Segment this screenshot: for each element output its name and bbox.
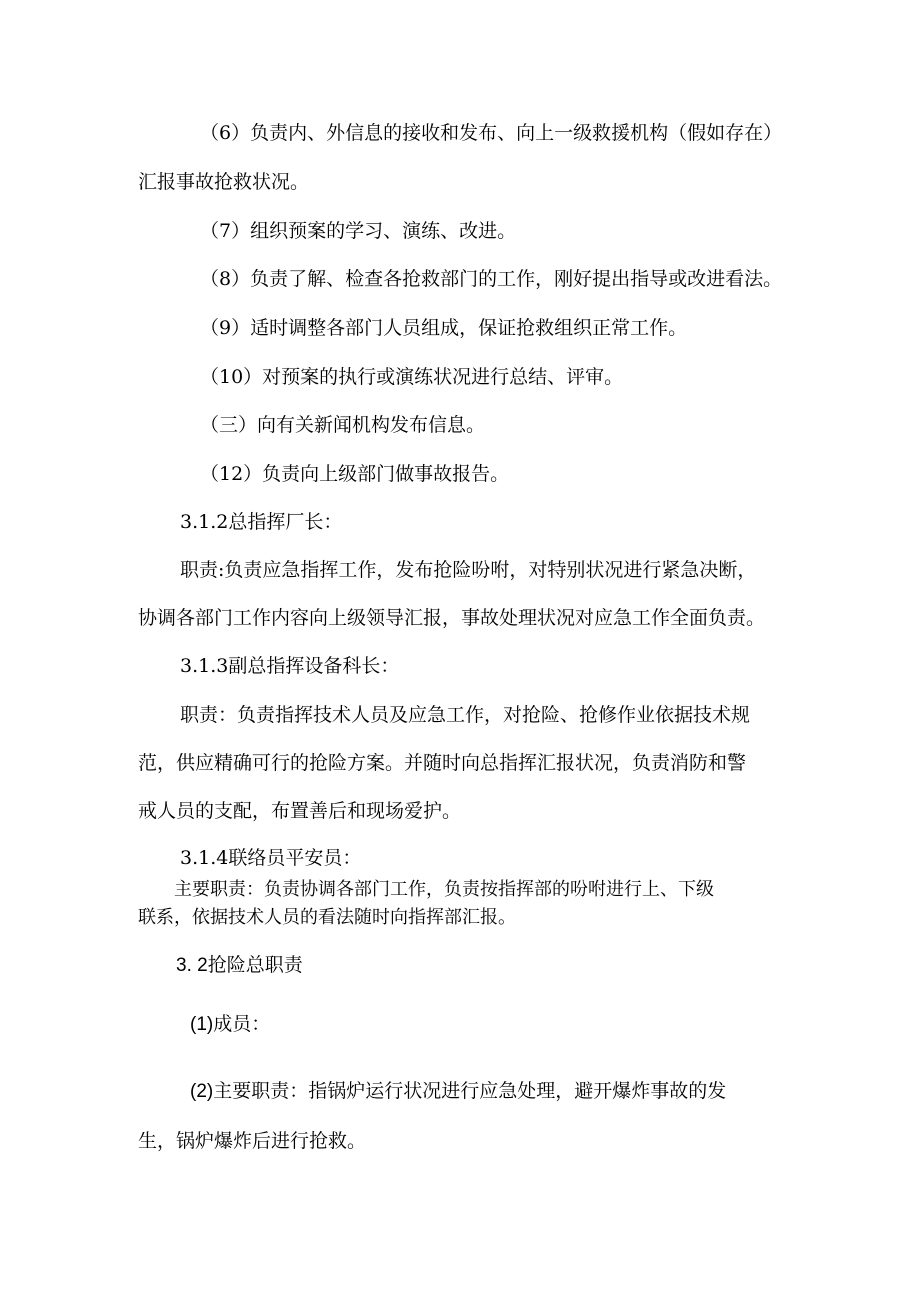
member-item-2-line-2: 生，锅炉爆炸后进行抢救。: [138, 1131, 367, 1152]
member-item-2-line-1: (2)主要职责：指锅炉运行状况进行应急处理，避开爆炸事故的发: [190, 1081, 727, 1102]
member-item-1: (1)成员：: [190, 1014, 271, 1035]
heading-3-1-2: 3.1.2总指挥厂长：: [180, 511, 343, 533]
duty-3-1-2-line-1: 职责:负责应急指挥工作，发布抢险吩咐，对特别状况进行紧急决断，: [180, 559, 757, 581]
paragraph-9: （9）适时调整各部门人员组成，保证抢救组织正常工作。: [200, 317, 688, 339]
duty-3-1-3-line-1: 职责：负责指挥技术人员及应急工作，对抢险、抢修作业依据技术规: [180, 704, 751, 726]
paragraph-11: （三）向有关新闻机构发布信息。: [200, 414, 486, 436]
paragraph-12: （12）负责向上级部门做事故报告。: [200, 463, 510, 485]
heading-3-1-3: 3.1.3副总指挥设备科长：: [180, 655, 400, 677]
duty-3-1-4-line-2: 联系，依据技术人员的看法随时向指挥部汇报。: [138, 907, 516, 928]
heading-3-2: 3. 2抢险总职责: [176, 955, 303, 976]
heading-3-1-4: 3.1.4联络员平安员：: [180, 847, 362, 869]
paragraph-10: （10）对预案的执行或演练状况进行总结、评审。: [200, 366, 624, 388]
paragraph-7: （7）组织预案的学习、演练、改进。: [200, 220, 517, 242]
paragraph-8: （8）负责了解、检查各抢救部门的工作，刚好提出指导或改进看法。: [200, 268, 783, 290]
duty-3-1-3-line-2: 范，供应精确可行的抢险方案。并随时向总指挥汇报状况，负责消防和警: [138, 752, 747, 774]
duty-3-1-4-line-1: 主要职责：负责协调各部门工作，负责按指挥部的吩咐进行上、下级: [174, 879, 714, 900]
duty-3-1-3-line-3: 戒人员的支配，布置善后和现场爱护。: [138, 800, 462, 822]
duty-3-1-2-line-2: 协调各部门工作内容向上级领导汇报，事故处理状况对应急工作全面负责。: [138, 607, 766, 629]
paragraph-6-line-2: 汇报事故抢救状况。: [138, 171, 310, 193]
paragraph-6-line-1: （6）负责内、外信息的接收和发布、向上一级救援机构（假如存在）: [200, 122, 783, 144]
